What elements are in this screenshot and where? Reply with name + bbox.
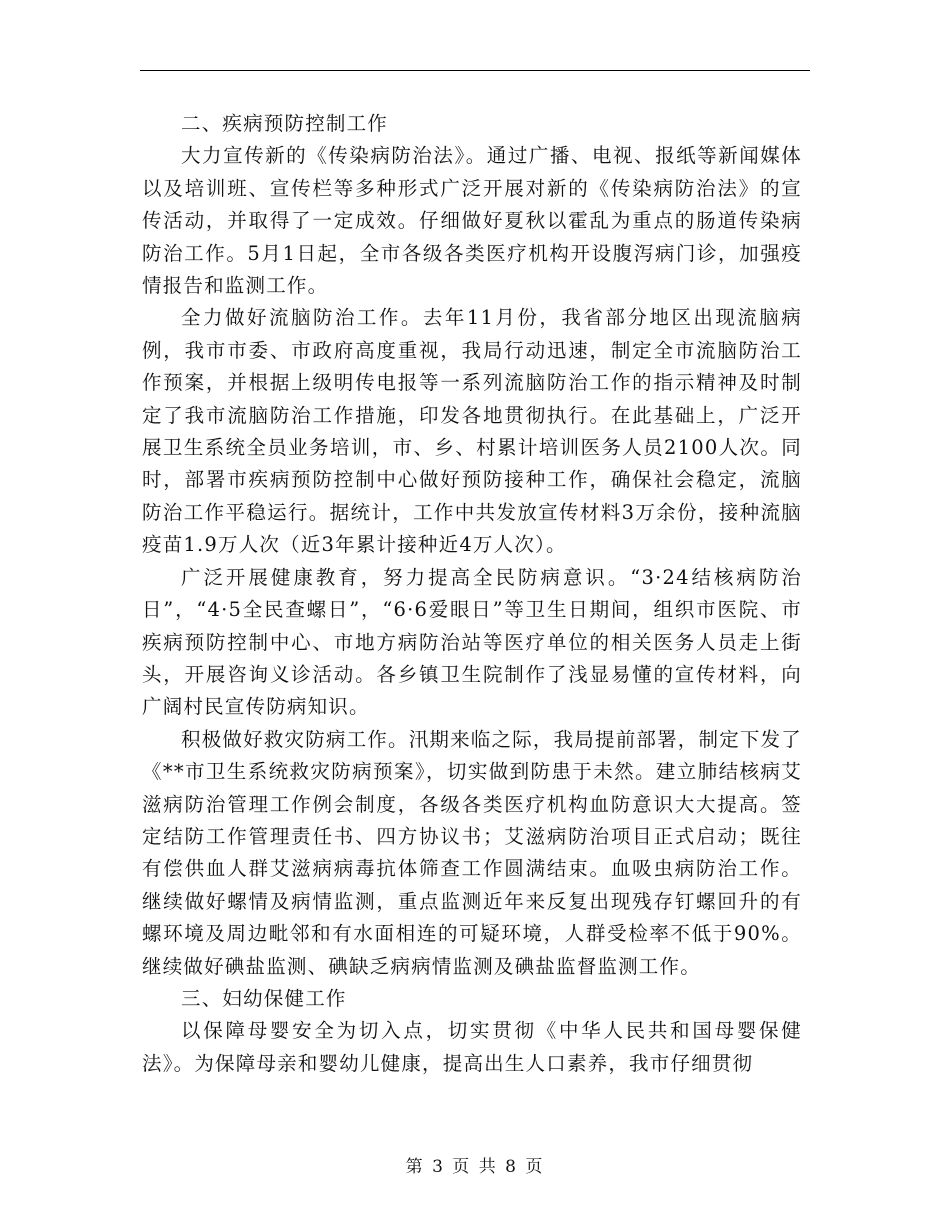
body-paragraph: 大力宣传新的《传染病防治法》。通过广播、电视、报纸等新闻媒体以及培训班、宣传栏等多种形式广泛开展对新的《传染病防治法》的宣传活动，并取得了一定成效。仔细做好夏秋以霍乱为重点的肠道传染病防治工作。5月1日起，全市各级各类医疗机构开设腹泻病门诊，加强疫情报告和监测工作。 bbox=[142, 144, 802, 298]
body-paragraph: 积极做好救灾防病工作。汛期来临之际，我局提前部署，制定下发了《**市卫生系统救灾防病预案》，切实做到防患于未然。建立肺结核病艾滋病防治管理工作例会制度，各级各类医疗机构血防意识大大提高。签定结防工作管理责任书、四方协议书；艾滋病防治项目正式启动；既往有偿供血人群艾滋病病毒抗体筛查工作圆满结束。血吸虫病防治工作。继续做好螺情及病情监测，重点监测近年来反复出现残存钉螺回升的有螺环境及周边毗邻和有水面相连的可疑环境，人群受检率不低于90%。继续做好碘盐监测、碘缺乏病病情监测及碘盐监督监测工作。 bbox=[142, 727, 803, 978]
document-body bbox=[142, 108, 802, 1080]
section-heading: 三、妇幼保健工作 bbox=[181, 986, 347, 1010]
page-footer: 第 3 页 共 8 页 bbox=[405, 1157, 545, 1177]
body-paragraph: 以保障母婴安全为切入点，切实贯彻《中华人民共和国母婴保健法》。为保障母亲和婴幼儿健康，提高出生人口素养，我市仔细贯彻 bbox=[142, 1019, 802, 1075]
header-rule bbox=[140, 70, 810, 71]
body-paragraph: 广泛开展健康教育，努力提高全民防病意识。“3·24结核病防治日”，“4·5全民查螺日”，“6·6爱眼日”等卫生日期间，组织市医院、市疾病预防控制中心、市地方病防治站等医疗单位的相关医务人员走上街头，开展咨询义诊活动。各乡镇卫生院制作了浅显易懂的宣传材料，向广阔村民宣传防病知识。 bbox=[142, 565, 802, 719]
body-paragraph: 全力做好流脑防治工作。去年11月份，我省部分地区出现流脑病例，我市市委、市政府高度重视，我局行动迅速，制定全市流脑防治工作预案，并根据上级明传电报等一系列流脑防治工作的指示精神及时制定了我市流脑防治工作措施，印发各地贯彻执行。在此基础上，广泛开展卫生系统全员业务培训，市、乡、村累计培训医务人员2100人次。同时，部署市疾病预防控制中心做好预防接种工作，确保社会稳定，流脑防治工作平稳运行。据统计，工作中共发放宣传材料3万余份，接种流脑疫苗1.9万人次（近3年累计接种近4万人次）。 bbox=[142, 306, 802, 557]
section-heading: 二、疾病预防控制工作 bbox=[181, 112, 389, 135]
